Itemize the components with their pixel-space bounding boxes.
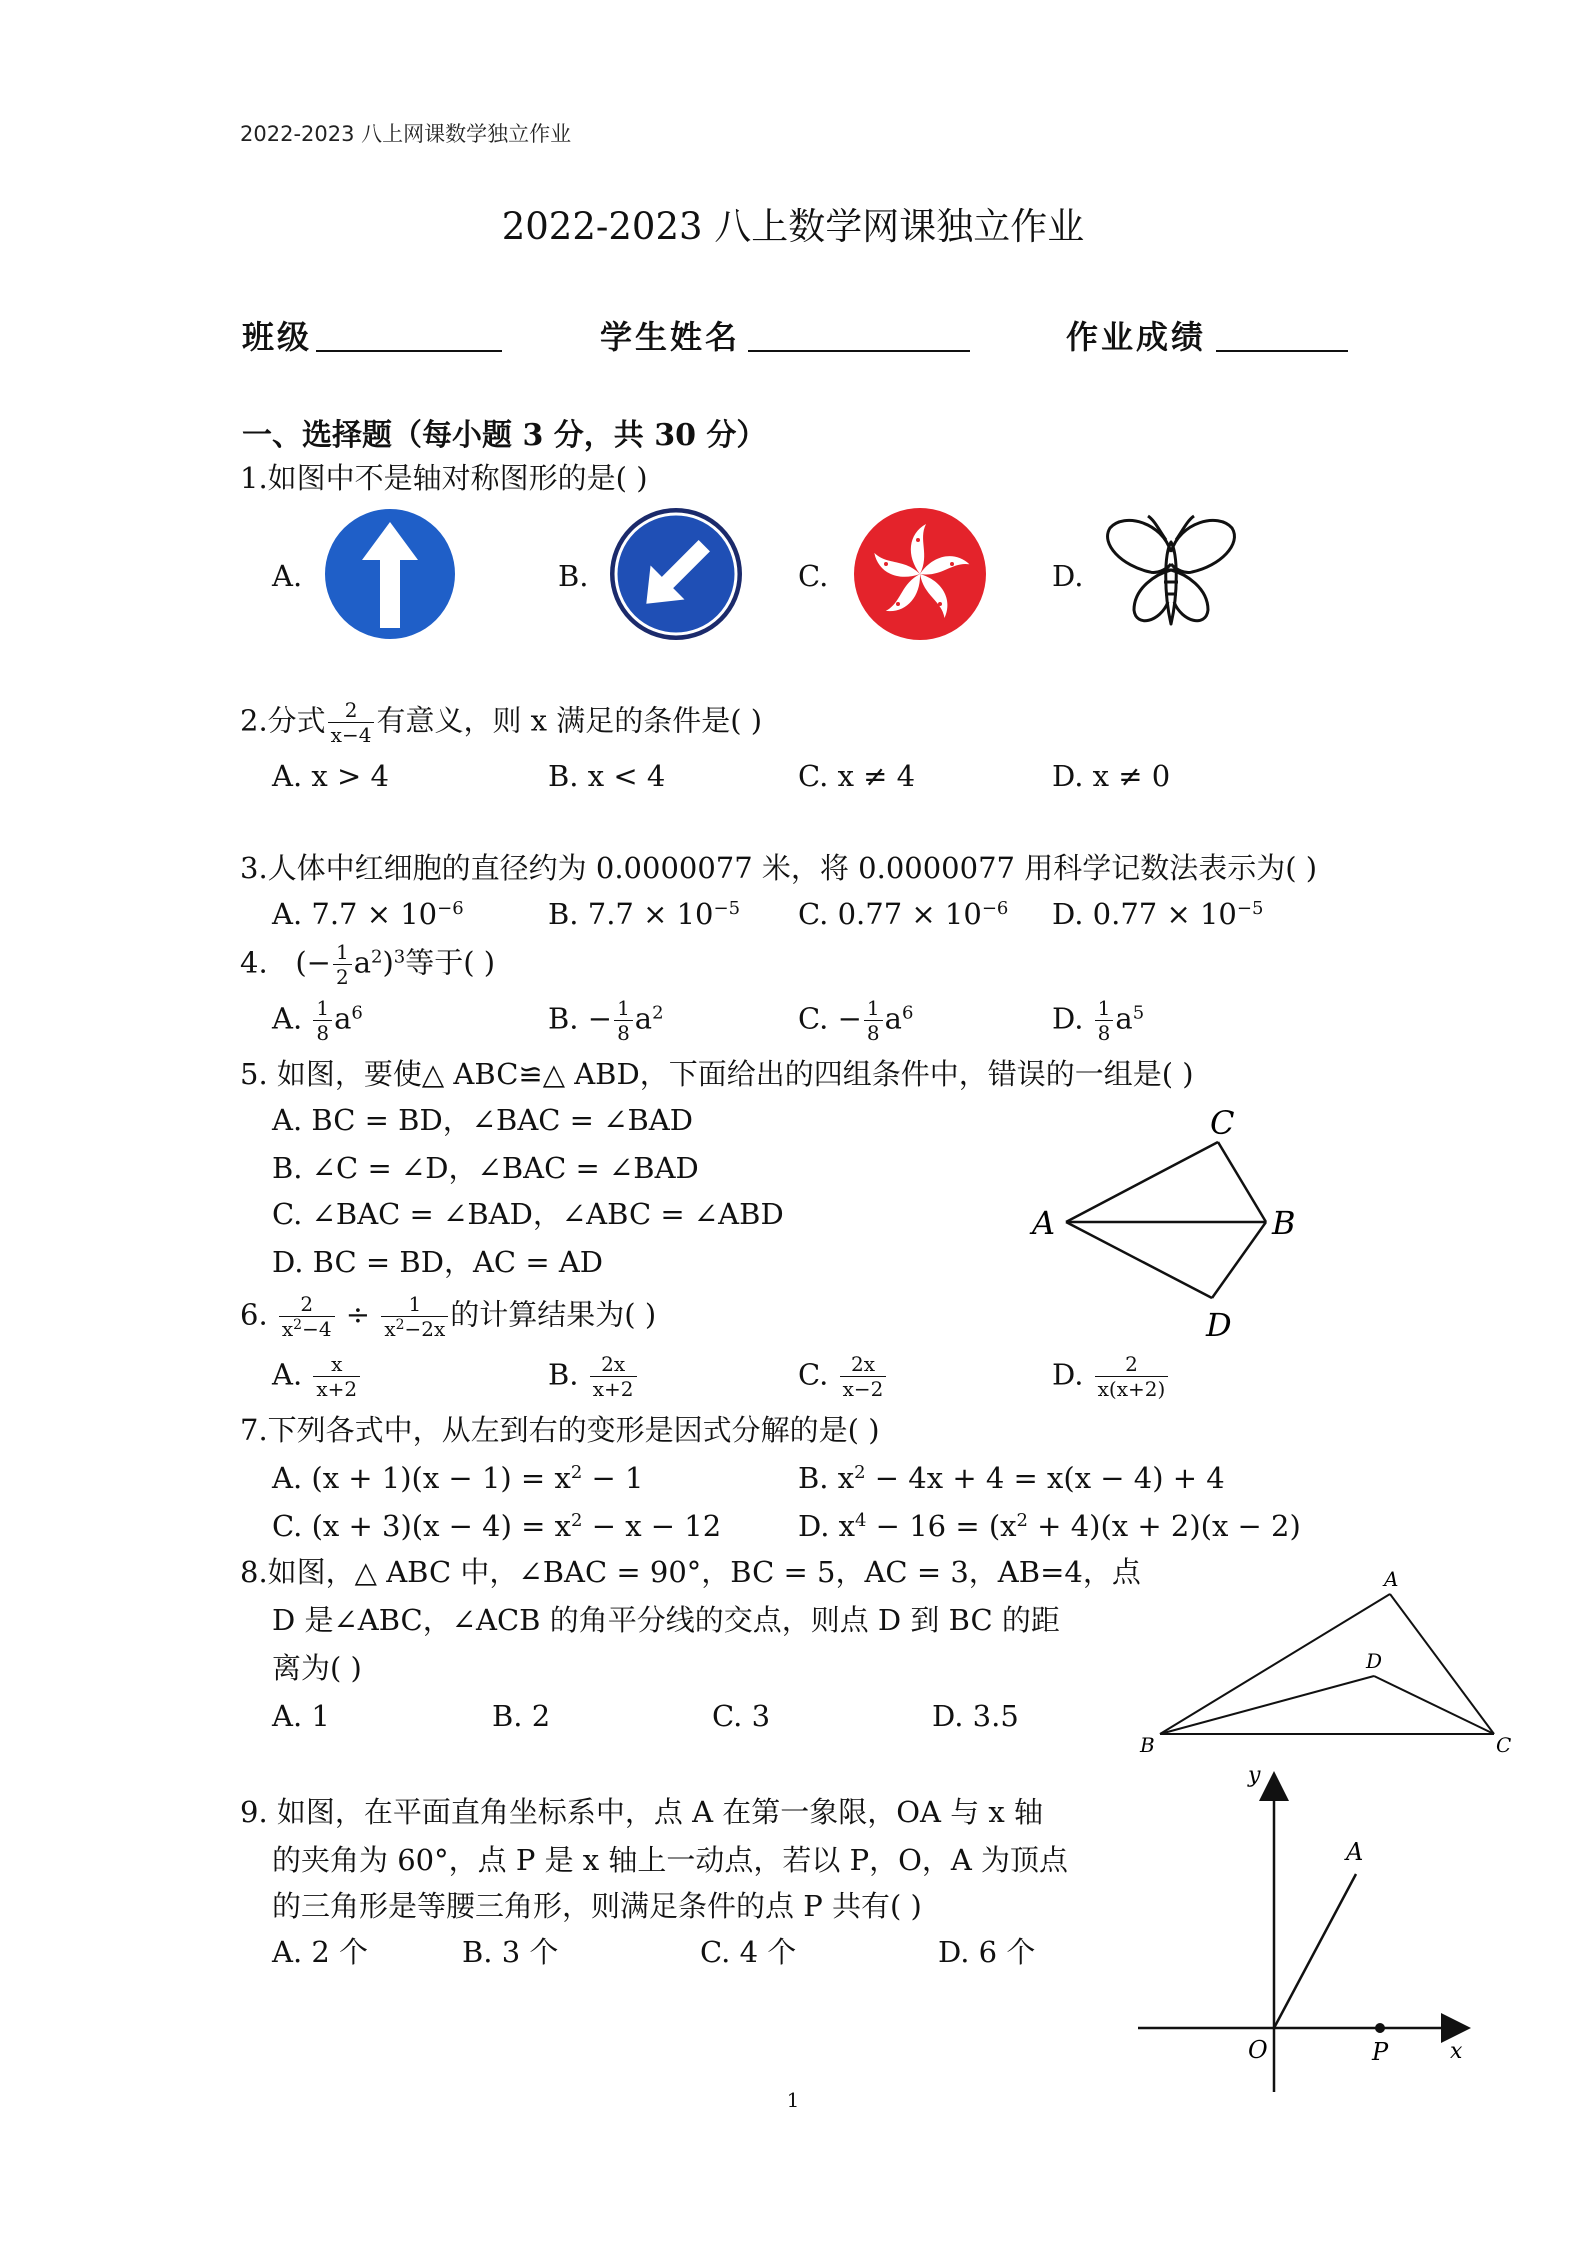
q4-option-b-num: 1 [614,998,633,1021]
q6-option-a-den: x+2 [316,1377,358,1401]
q6-option-d-letter: D. [1052,1357,1084,1392]
q3-option-a-exp: −6 [437,898,464,919]
q8-edge-bd [1160,1676,1374,1734]
q7-option-b[interactable] [798,1458,1225,1498]
q7-option-d-exp2: 2 [1016,1510,1028,1531]
q7-option-c-exp: 2 [571,1510,583,1531]
q3-option-a[interactable] [272,894,464,934]
q2-stem-pre: 2.分式 [240,703,326,738]
q3-option-c-text: C. 0.77 × 10 [798,897,982,931]
q3-option-b-text: B. 7.7 × 10 [548,897,714,931]
q1-option-b[interactable]: B. [558,559,589,593]
q1-option-a[interactable]: A. [272,559,303,593]
q5-option-d[interactable]: D. BC = BD，AC = AD [272,1245,604,1279]
q4-option-a-den: 8 [316,1021,330,1045]
q4-expr-post: ) [382,945,394,980]
q6-f2-den-base: x [384,1317,396,1341]
q9-option-b[interactable]: B. 3 个 [462,1935,559,1969]
score-blank[interactable] [1216,350,1348,352]
q5-option-c[interactable]: C. ∠BAC = ∠BAD，∠ABC = ∠ABD [272,1197,784,1231]
q4-option-b-exp: 2 [652,1002,664,1024]
q6-f2-den [381,1317,448,1339]
q5-edge-db [1212,1222,1266,1298]
q8-label-b: B [1140,1733,1155,1757]
q2-fraction-num: 2 [328,700,375,723]
q9-option-a[interactable]: A. 2 个 [272,1935,369,1969]
name-blank[interactable] [748,350,970,352]
q6-fraction-1 [279,1294,335,1339]
q8-option-d[interactable]: D. 3.5 [932,1699,1019,1733]
q6-option-b-letter: B. [548,1357,579,1392]
butterfly-icon [1104,514,1238,632]
q6-option-c-frac [840,1354,887,1399]
q4-expr-pre: (− [295,945,331,980]
q9-coordinate-figure [1130,1760,1490,2100]
q6-option-b-num: 2x [590,1354,637,1377]
q6-option-c-letter: C. [798,1357,829,1392]
q1-option-d[interactable]: D. [1052,559,1084,593]
q7-option-c[interactable] [272,1506,721,1546]
q8-label-d: D [1366,1649,1383,1673]
q8-label-a: A [1384,1567,1399,1591]
up-arrow-sign-icon [322,506,458,642]
q2-option-a[interactable]: A. x > 4 [272,759,389,793]
q7-option-d-exp: 4 [855,1510,867,1531]
q4-option-c-num: 1 [864,998,883,1021]
q4-fraction-num: 1 [333,942,352,965]
q4-option-b[interactable] [548,998,664,1043]
q6-f2-num: 1 [381,1294,448,1317]
q2-option-d[interactable]: D. x ≠ 0 [1052,759,1171,793]
q1-stem: 1.如图中不是轴对称图形的是( ) [240,461,648,495]
name-label: 学生姓名 [600,318,741,356]
q4-expr-base: a [353,945,371,980]
q5-triangle-figure [1020,1100,1310,1350]
q5-edge-ad [1066,1222,1212,1298]
q4-option-c-den: 8 [866,1021,880,1045]
q4-expr-exp2: 3 [393,946,406,968]
down-left-arrow-sign-icon [608,506,744,642]
q8-option-c[interactable]: C. 3 [712,1699,771,1733]
q7-option-b-exp: 2 [854,1462,866,1483]
q6-f1-num: 2 [279,1294,335,1317]
page-number: 1 [786,2088,800,2112]
q5-label-c: C [1210,1104,1235,1142]
q9-label-o: O [1248,2036,1268,2064]
q8-edge-ac [1390,1594,1494,1734]
q6-option-a-num: x [313,1354,360,1377]
q9-option-c[interactable]: C. 4 个 [700,1935,797,1969]
q4-option-c-exp: 6 [901,1002,914,1024]
q7-option-d[interactable] [798,1506,1301,1546]
q4-option-b-frac [614,998,633,1043]
q5-option-b[interactable]: B. ∠C = ∠D，∠BAC = ∠BAD [272,1151,699,1185]
q3-option-d-text: D. 0.77 × 10 [1052,897,1237,931]
q4-option-d-exp: 5 [1132,1002,1145,1024]
q4-option-b-letter: B. [548,1001,579,1036]
q2-stem [240,700,762,745]
q4-option-b-base: a [634,1001,653,1036]
q9-stem-line1: 9. 如图，在平面直角坐标系中，点 A 在第一象限，OA 与 x 轴 [240,1795,1043,1829]
q6-divide-sign: ÷ [345,1297,371,1332]
q8-edge-ba [1160,1594,1390,1734]
q4-stem [240,942,495,987]
q4-option-d[interactable] [1052,998,1144,1043]
q4-option-c-frac [864,998,883,1043]
q6-option-d-frac [1095,1354,1169,1399]
q6-fraction-2 [381,1294,448,1339]
q7-option-d-post: − 16 = (x [866,1509,1017,1543]
q8-stem-line3: 离为( ) [272,1651,362,1685]
q6-option-b-den: x+2 [592,1377,634,1401]
q4-option-c-base: a [884,1001,902,1036]
q2-option-b[interactable]: B. x < 4 [548,759,666,793]
score-label: 作业成绩 [1066,318,1207,356]
q6-option-c-den: x−2 [842,1377,884,1401]
q4-option-a-letter: A. [272,1001,303,1036]
q3-option-a-text: A. 7.7 × 10 [272,897,438,931]
q3-option-c-exp: −6 [981,898,1009,919]
q7-stem: 7.下列各式中，从左到右的变形是因式分解的是( ) [240,1413,880,1447]
q7-option-b-pre: B. x [798,1461,855,1495]
q4-option-c[interactable] [798,998,913,1043]
q9-label-a: A [1346,1838,1364,1866]
q4-option-a-frac [313,998,332,1043]
q4-option-d-base: a [1115,1001,1133,1036]
q7-option-a[interactable] [272,1458,643,1498]
q9-point-p [1375,2023,1385,2033]
q9-stem-line2: 的夹角为 60°，点 P 是 x 轴上一动点，若以 P，O，A 为顶点 [272,1843,1069,1877]
bauhinia-flag-icon [852,506,988,642]
q8-option-a[interactable]: A. 1 [272,1699,330,1733]
q8-option-b[interactable]: B. 2 [492,1699,551,1733]
q6-number: 6. [240,1297,268,1332]
q4-option-d-frac [1095,998,1114,1043]
q7-option-a-exp: 2 [570,1462,583,1483]
q8-stem-line2: D 是∠ABC，∠ACB 的角平分线的交点，则点 D 到 BC 的距 [272,1603,1060,1637]
q4-option-d-num: 1 [1095,998,1114,1021]
q7-option-a-post: − 1 [582,1461,644,1495]
q6-option-d-den: x(x+2) [1097,1377,1166,1401]
q9-segment-oa [1274,1874,1356,2028]
q6-f2-den-rest: −2x [404,1317,446,1341]
q9-label-y: y [1248,1763,1261,1788]
page-title: 2022-2023 八上数学网课独立作业 [501,205,1085,248]
q6-f1-den [279,1317,335,1339]
q6-f1-den-rest: −4 [302,1317,332,1341]
q6-tail: 的计算结果为( ) [450,1297,657,1332]
q2-fraction-den: x−4 [330,723,372,747]
q6-option-c-num: 2x [840,1354,887,1377]
q4-option-a[interactable] [272,998,363,1043]
q6-option-d-num: 2 [1095,1354,1169,1377]
q6-f2-den-exp: 2 [395,1317,405,1333]
q5-option-a[interactable]: A. BC = BD，∠BAC = ∠BAD [272,1103,693,1137]
q5-edge-cb [1218,1142,1266,1222]
q7-option-d-pre: D. x [798,1509,856,1543]
q4-option-b-den: 8 [617,1021,630,1045]
q4-expr-exp1: 2 [370,946,383,968]
q6-option-b-frac [590,1354,637,1399]
q4-option-d-den: 8 [1097,1021,1111,1045]
q6-option-a-letter: A. [272,1357,303,1392]
q3-option-d-exp: −5 [1236,898,1264,919]
q6-option-c[interactable] [798,1354,888,1399]
section-title: 一、选择题（每小题 3 分，共 30 分） [242,418,767,453]
q6-f1-den-exp: 2 [293,1317,303,1333]
q9-label-p: P [1372,2038,1389,2066]
q4-option-b-sign: − [587,1001,613,1036]
q3-stem: 3.人体中红细胞的直径约为 0.0000077 米，将 0.0000077 用科学记数法表示为( ) [240,851,1318,885]
q6-f1-den-base: x [281,1317,294,1341]
q4-expr-tail: 等于( ) [405,945,496,980]
q8-label-c: C [1496,1733,1512,1757]
q4-number: 4. [240,945,268,980]
q7-option-d-post2: + 4)(x + 2)(x − 2) [1027,1509,1301,1543]
q2-fraction [328,700,375,745]
q8-triangle-figure [1130,1560,1520,1760]
q7-option-a-pre: A. (x + 1)(x − 1) = x [272,1461,571,1495]
q4-option-c-sign: − [837,1001,862,1036]
q6-option-d[interactable] [1052,1354,1170,1399]
q9-option-d[interactable]: D. 6 个 [938,1935,1036,1969]
q3-option-d[interactable] [1052,894,1263,934]
q4-option-a-num: 1 [313,998,332,1021]
q4-option-a-exp: 6 [351,1002,363,1024]
q6-option-a[interactable] [272,1354,362,1399]
q3-option-b-exp: −5 [713,898,741,919]
page-header: 2022-2023 八上网课数学独立作业 [240,122,572,146]
q5-label-d: D [1206,1306,1232,1344]
q2-stem-post: 有意义，则 x 满足的条件是( ) [376,703,763,738]
q6-option-b[interactable] [548,1354,639,1399]
q5-label-a: A [1032,1204,1056,1242]
q7-option-b-post: − 4x + 4 = x(x − 4) + 4 [865,1461,1225,1495]
q5-edge-ac [1066,1142,1218,1222]
q6-option-a-frac [313,1354,360,1399]
q5-stem: 5. 如图，要使△ ABC≌△ ABD，下面给出的四组条件中，错误的一组是( ) [240,1057,1194,1091]
q3-option-c[interactable] [798,894,1008,934]
q6-stem [240,1294,656,1339]
q4-option-a-base: a [334,1001,352,1036]
q4-fraction [333,942,352,987]
q5-label-b: B [1272,1204,1296,1242]
q4-option-d-letter: D. [1052,1001,1084,1036]
q4-fraction-den: 2 [335,965,349,989]
q8-stem-line1: 8.如图，△ ABC 中，∠BAC = 90°，BC = 5，AC = 3，AB=4，点 [240,1555,1141,1589]
class-blank[interactable] [316,350,502,352]
q7-option-c-pre: C. (x + 3)(x − 4) = x [272,1509,572,1543]
q4-option-c-letter: C. [798,1001,829,1036]
q3-option-b[interactable] [548,894,740,934]
q8-edge-dc [1374,1676,1494,1734]
class-label: 班级 [242,318,313,356]
q2-option-c[interactable]: C. x ≠ 4 [798,759,916,793]
q1-option-c[interactable]: C. [798,559,829,593]
q9-label-x: x [1450,2039,1463,2064]
q9-stem-line3: 的三角形是等腰三角形，则满足条件的点 P 共有( ) [272,1889,922,1923]
q7-option-c-post: − x − 12 [582,1509,722,1543]
